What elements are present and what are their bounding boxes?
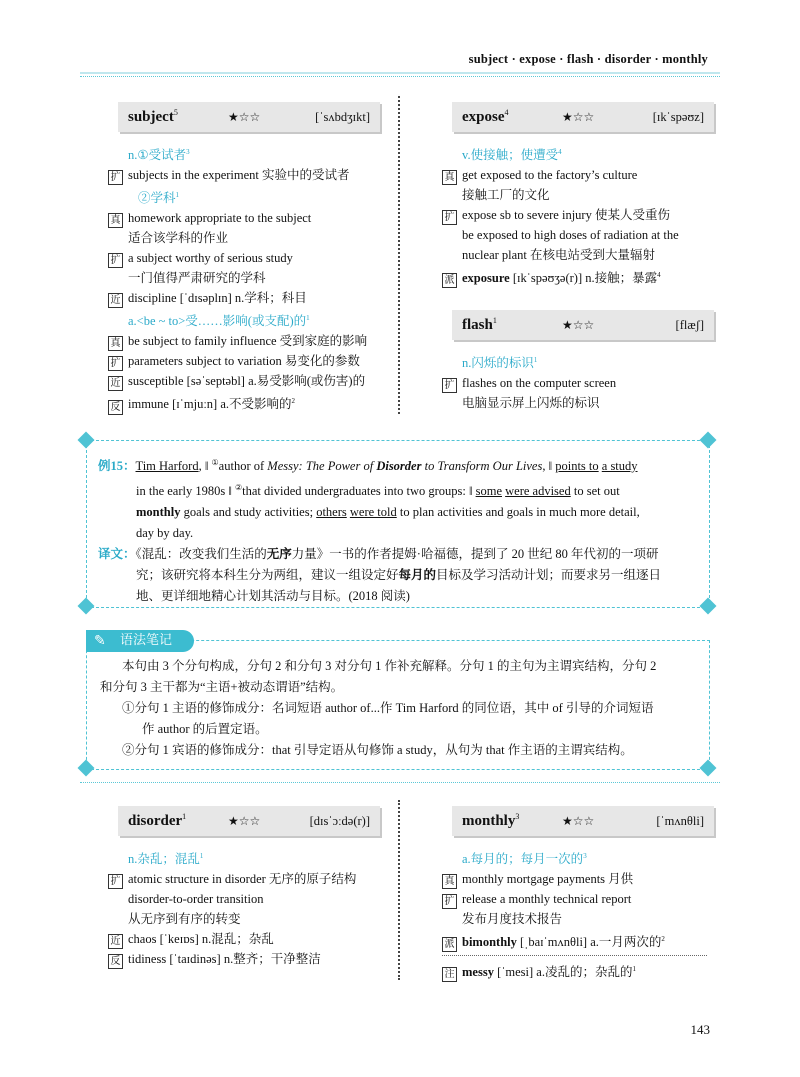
translation: 电脑显示屏上闪烁的标识 xyxy=(462,396,600,411)
headword: expose$^4$ xyxy=(462,108,509,125)
word-header-subject xyxy=(118,102,380,132)
sense: n.①受试者$^3$ xyxy=(128,148,190,163)
example-line: 扩 parameters subject to variation 易变化的参数 xyxy=(108,351,393,371)
note-line: 注 messy [ˈmesi] a.凌乱的；杂乱的$^1$ xyxy=(442,959,722,982)
translation: 发布月度技术报告 xyxy=(462,912,563,927)
example-line: 真 monthly mortgage payments 月供 xyxy=(442,869,722,889)
sense: a.<be ~ to>受……影响(或支配)的$^1$ xyxy=(128,314,310,329)
translation: 接触工厂的文化 xyxy=(462,188,550,203)
flash-entry xyxy=(442,350,722,413)
example-line: disorder-to-order transition xyxy=(128,892,264,907)
derivative-line: 派 bimonthly [ˌbaɪˈmʌnθli] a.一月两次的$^2$ xyxy=(442,929,722,952)
translation: 从无序到有序的转变 xyxy=(128,912,241,927)
example-line: 反 tidiness [ˈtaɪdinəs] n.整齐；干净整洁 xyxy=(108,949,393,969)
word-header-flash xyxy=(452,310,714,340)
example-line: nuclear plant 在核电站受到大量辐射 xyxy=(462,248,656,263)
star-rating: ★☆☆ xyxy=(562,109,595,124)
headword: monthly$^3$ xyxy=(462,812,520,829)
sense: ②学科$^1$ xyxy=(138,191,180,206)
example-line: 近 discipline [ˈdɪsəplɪn] n.学科；科目 xyxy=(108,288,393,308)
example-line: 扩 expose sb to severe injury 使某人受重伤 xyxy=(442,205,722,225)
running-header: subject · expose · flash · disorder · monthly xyxy=(468,52,708,66)
translation: 适合该学科的作业 xyxy=(128,231,229,246)
word-header-monthly xyxy=(452,806,714,836)
note-divider xyxy=(442,955,707,956)
example-line: 真 get exposed to the factory’s culture xyxy=(442,165,722,185)
star-rating: ★☆☆ xyxy=(228,813,261,828)
expose-entry xyxy=(442,142,722,288)
phonetic: [ˈmʌnθli] xyxy=(656,813,704,828)
grammar-note-tag: ✎ 语法笔记 xyxy=(86,630,194,652)
star-rating: ★☆☆ xyxy=(562,813,595,828)
example-line: 近 chaos [ˈkeɪɒs] n.混乱；杂乱 xyxy=(108,929,393,949)
column-divider xyxy=(398,96,406,414)
phonetic: [ɪkˈspəʊz] xyxy=(652,109,704,124)
example-sentence: 例15：Tim Harford, ‖ ①author of Messy: The Power of Disorder to Transform Our Lives, ‖ points to a study in the early 1980s ‖ ②that divided undergraduates into two groups: ‖ some were advised to set out monthly goals and study activities; others were told to plan activities and goals in much more detail, day by day. 译文：《混乱：改变我们生活的无序力量》一书的作者提姆·哈福德，提到了 20 世纪 80 年代初的一项研 究；该研究将本科生分为两组，建议一组设定好每月的目标及学习活动计划；而要求另一组逐日 地、更详细地精心计划其活动与目标。(2018 阅读) xyxy=(98,458,662,604)
headword: subject$^5$ xyxy=(128,108,178,125)
derivative-line: 派 exposure [ɪkˈspəʊʒə(r)] n.接触；暴露$^4$ xyxy=(442,265,722,288)
example-line: 扩 release a monthly technical report xyxy=(442,889,722,909)
example-line: 扩 flashes on the computer screen xyxy=(442,373,722,393)
translation: 一门值得严肃研究的学科 xyxy=(128,271,266,286)
example-line: be exposed to high doses of radiation at the xyxy=(462,228,679,243)
example-line: 真 be subject to family influence 受到家庭的影响 xyxy=(108,331,393,351)
sense: n.闪烁的标识$^1$ xyxy=(462,356,538,371)
sense: n.杂乱；混乱$^1$ xyxy=(128,852,204,867)
grammar-note-text: 本句由 3 个分句构成，分句 2 和分句 3 对分句 1 作补充解释。分句 1 的主句为主谓宾结构，分句 2 和分句 3 主干都为“主语+被动态谓语”结构。 ①分句 1 主语的修饰成分：名词短语 author of...作 Tim Harford 的同位语，其中 of 引导的介词短语 作 author 的后置定语。 ②分句 1 宾语的修饰成分：that 引导定语从句修饰 a study，从句为 that 作主语的主谓宾结构。 xyxy=(100,659,657,757)
column-divider xyxy=(398,800,406,980)
headword: flash$^1$ xyxy=(462,316,497,333)
example-line: 近 susceptible [səˈseptəbl] a.易受影响(或伤害)的 xyxy=(108,371,393,391)
header-rule xyxy=(80,72,720,74)
phonetic: [dɪsˈɔːdə(r)] xyxy=(309,813,370,828)
section-separator xyxy=(80,782,720,783)
pen-icon: ✎ xyxy=(94,633,106,649)
star-rating: ★☆☆ xyxy=(562,317,595,332)
page-number: 143 xyxy=(690,1022,710,1037)
subject-entry xyxy=(108,142,393,415)
example-line: 真 homework appropriate to the subject xyxy=(108,208,393,228)
monthly-entry xyxy=(442,846,722,982)
sense: v.使接触；使遭受$^4$ xyxy=(462,148,562,163)
example-line: 扩 atomic structure in disorder 无序的原子结构 xyxy=(108,869,393,889)
sense: a.每月的；每月一次的$^3$ xyxy=(462,852,587,867)
example-line: 扩 subjects in the experiment 实验中的受试者 xyxy=(108,165,393,185)
star-rating: ★☆☆ xyxy=(228,109,261,124)
example-line: 扩 a subject worthy of serious study xyxy=(108,248,393,268)
phonetic: [ˈsʌbdʒɪkt] xyxy=(315,109,370,124)
phonetic: [flæʃ] xyxy=(675,317,704,332)
headword: disorder$^1$ xyxy=(128,812,187,829)
header-rule-dotted xyxy=(80,76,720,77)
example-line: 反 immune [ɪˈmjuːn] a.不受影响的$^2$ xyxy=(108,391,393,414)
word-header-disorder xyxy=(118,806,380,836)
disorder-entry xyxy=(108,846,393,969)
word-header-expose xyxy=(452,102,714,132)
